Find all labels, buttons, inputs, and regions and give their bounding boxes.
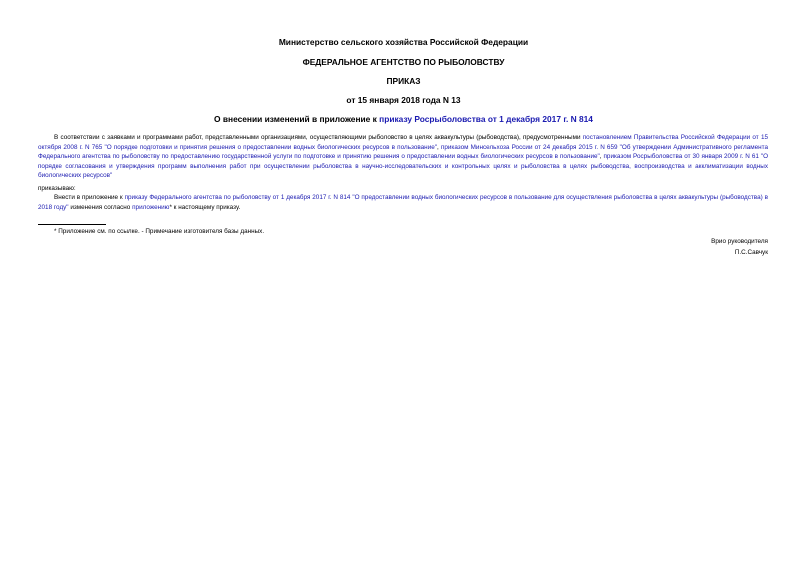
footnote-divider bbox=[38, 224, 106, 225]
agency-heading: ФЕДЕРАЛЬНОЕ АГЕНТСТВО ПО РЫБОЛОВСТВУ bbox=[302, 57, 505, 67]
title-prefix: О внесении изменений в приложение к bbox=[214, 114, 380, 124]
ministry-heading: Министерство сельского хозяйства Российской Федерации bbox=[278, 37, 529, 47]
doc-type-heading: ПРИКАЗ bbox=[386, 76, 421, 86]
preamble-text-2: , bbox=[437, 143, 441, 151]
order-word: приказываю: bbox=[38, 185, 76, 192]
amendment-text-2: изменения согласно bbox=[68, 203, 133, 211]
amendment-text-1: Внести в приложение к bbox=[54, 194, 125, 201]
preamble-text-1: В соответствии с заявками и программами работ, представленными организациями, осуществляющими рыболовство в целях аквакультуры (рыбоводства), предусмотренными bbox=[54, 134, 583, 141]
amendment-text-3: * к настоящему приказу. bbox=[169, 203, 241, 211]
ministry-order-link[interactable]: приказом Минсельхоза России от 24 декабря 2015 г. N 659 "Об утверждении Административного регламента Федерального агентства по рыболовству по предоставлению государственной услуги по подготовке и принятию решения о предоставлении водных биологических ресурсов в пользование" bbox=[38, 143, 768, 160]
amendment-paragraph bbox=[38, 193, 768, 212]
footnote: * Приложение см. по ссылке. - Примечание изготовителя базы данных. bbox=[54, 228, 265, 235]
preamble-paragraph bbox=[38, 133, 768, 181]
signatory-name: П.С.Савчук bbox=[734, 249, 768, 256]
preamble-text-3: , bbox=[599, 153, 604, 160]
government-decree-link[interactable]: постановлением Правительства Российской Федерации от 15 октября 2008 г. N 765 "О порядке подготовки и принятия решения о предоставлении водных биологических ресурсов в пользование" bbox=[38, 134, 769, 151]
appendix-link[interactable]: приложению bbox=[132, 203, 170, 211]
order-814-link[interactable]: приказу Федерального агентства по рыболовству от 1 декабря 2017 г. N 814 "О предоставлении водных биологических ресурсов в пользование для осуществления рыболовства в целях аквакультуры (рыбоводства) в 2018 году" bbox=[38, 194, 768, 211]
rosrybolovstvo-order-link[interactable]: приказом Росрыболовства от 30 января 2009 г. N 61 "О порядке согласования и утверждения программ выполнения работ при осуществлении рыболовства в научно-исследовательских и контрольных целях и рыболовства в целях рыбоводства, воспроизводства и акклиматизации водных биологических ресурсов" bbox=[38, 153, 768, 179]
title-order-link[interactable]: приказу Росрыболовства от 1 декабря 2017 г. N 814 bbox=[379, 114, 593, 124]
date-number-heading: от 15 января 2018 года N 13 bbox=[346, 95, 461, 105]
document-title bbox=[0, 114, 807, 124]
signatory-position: Врио руководителя bbox=[711, 238, 768, 245]
